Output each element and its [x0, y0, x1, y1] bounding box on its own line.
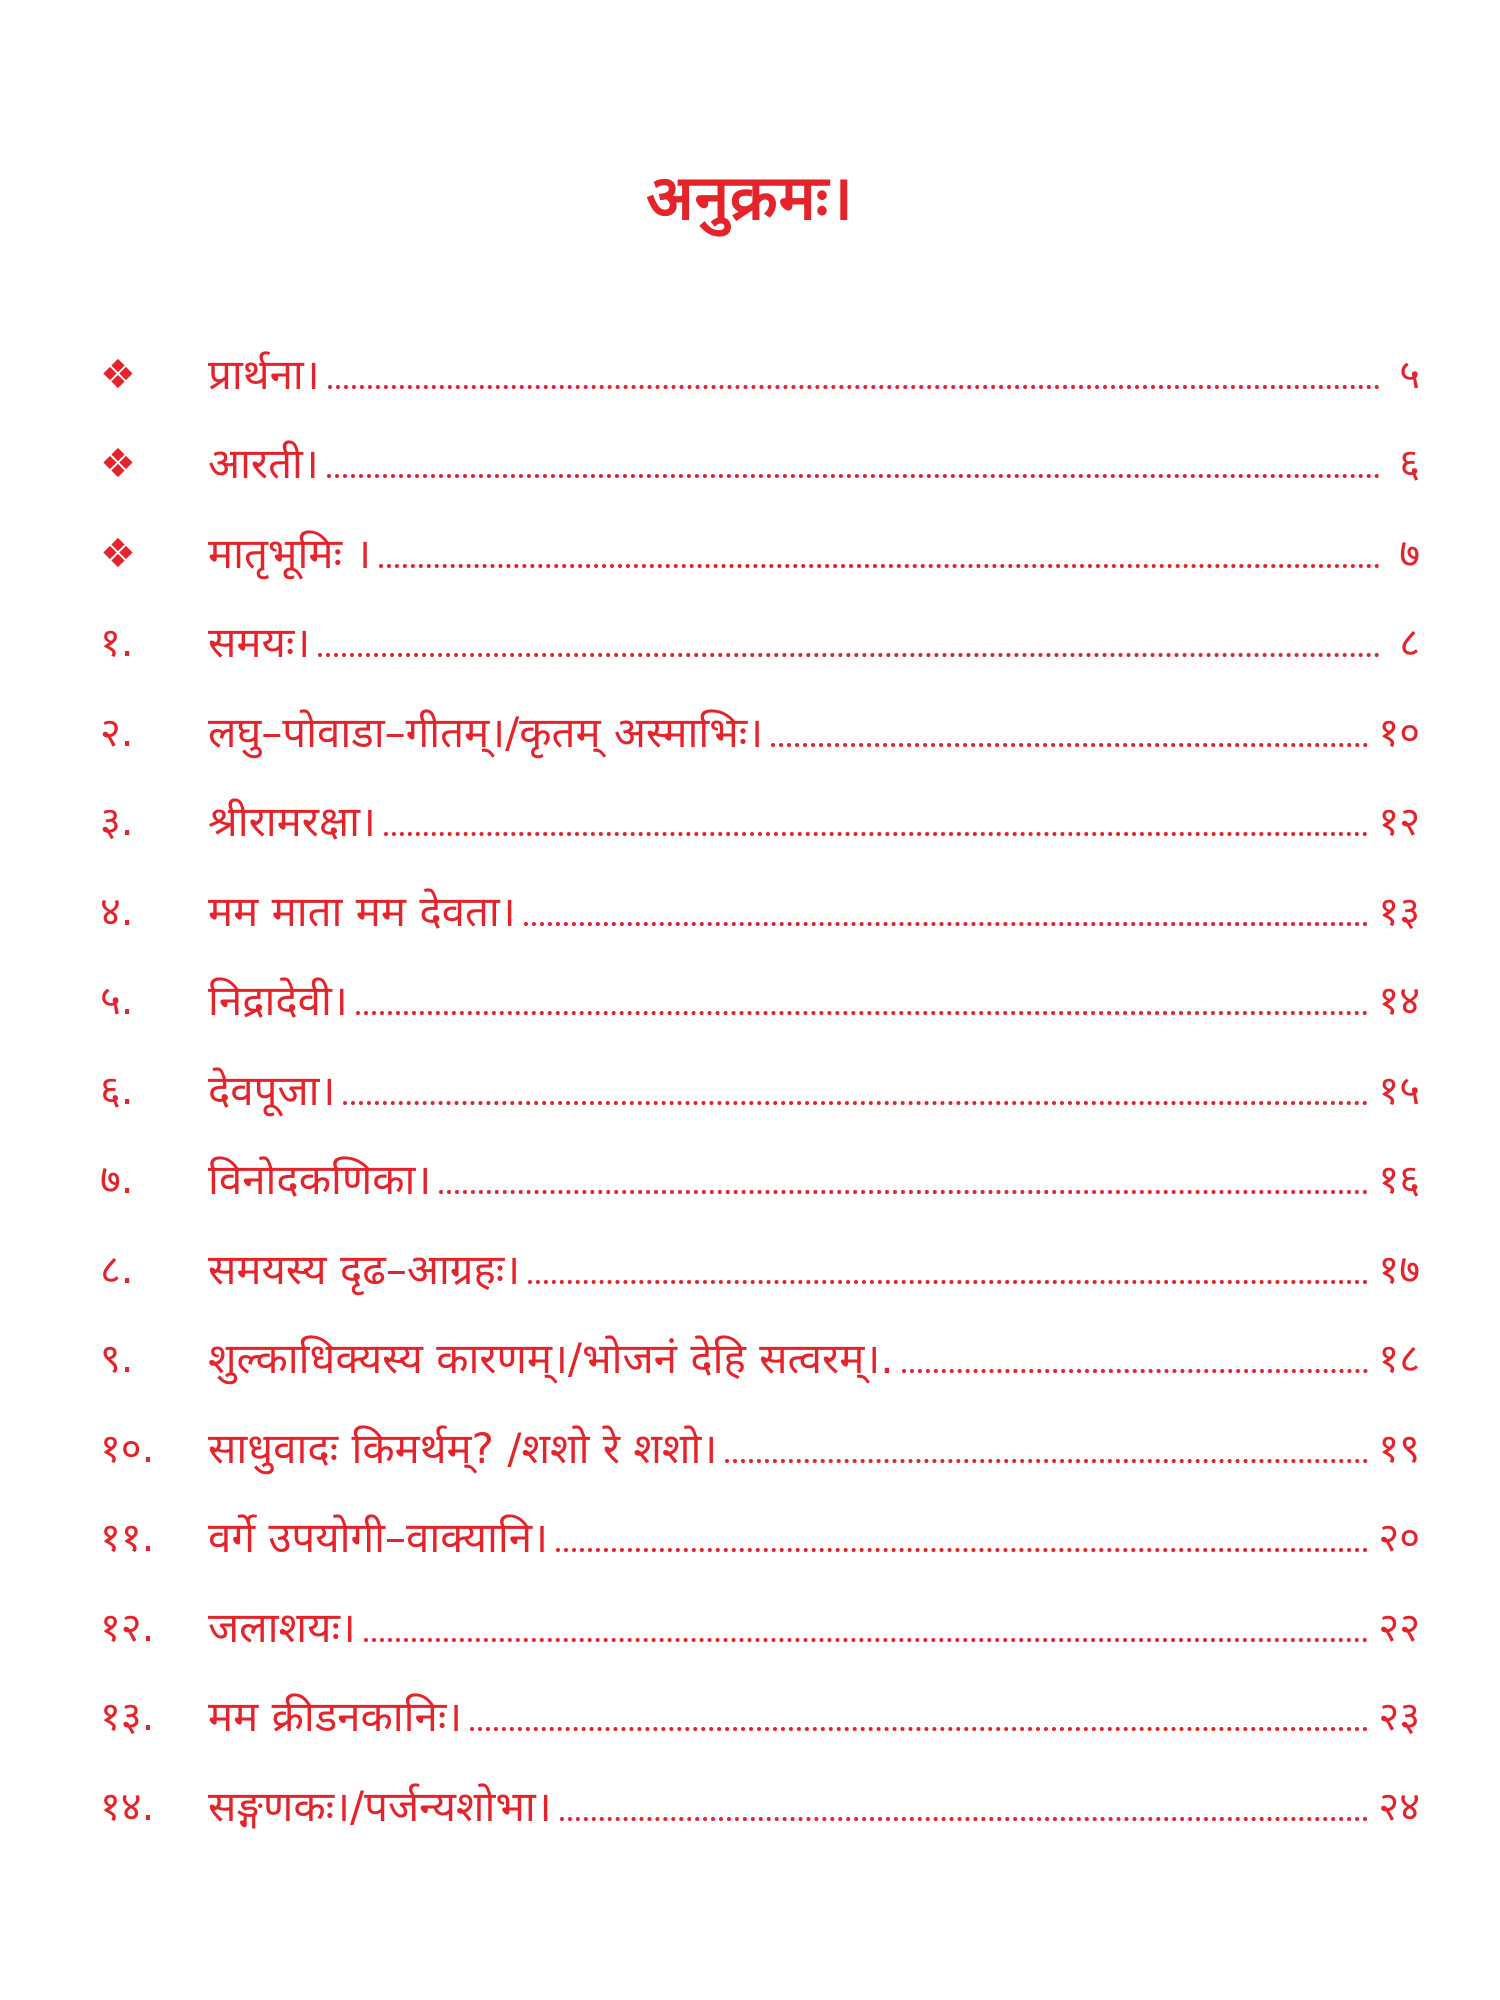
- entry-number: १४.: [100, 1783, 155, 1830]
- dot-leader: [470, 1727, 1368, 1731]
- entry-number: ४.: [100, 888, 134, 935]
- entry-title: सङ्गणकः।/पर्जन्यशोभा।: [208, 1781, 552, 1831]
- dot-leader: [328, 385, 1380, 389]
- toc-entry: [100, 1583, 1420, 1673]
- entry-page-number: २३: [1378, 1694, 1420, 1741]
- entry-number: ३.: [100, 799, 134, 846]
- entry-title: साधुवादः किमर्थम्? /शशो रे शशो।: [208, 1423, 718, 1473]
- entry-title: शुल्काधिक्यस्य कारणम्।/भोजनं देहि सत्वरम्।.: [208, 1334, 894, 1384]
- entry-title: देवपूजा।: [208, 1065, 336, 1115]
- entry-page-number: २२: [1378, 1604, 1420, 1651]
- entry-page-number: ८: [1399, 620, 1420, 667]
- entry-page-number: २०: [1378, 1515, 1420, 1562]
- entry-page-number: १८: [1378, 1336, 1420, 1383]
- entry-page-number: ५: [1399, 351, 1420, 398]
- toc-entry: [100, 957, 1420, 1047]
- entry-title: समयः।: [208, 618, 311, 668]
- entry-page-number: १६: [1378, 1157, 1420, 1204]
- bullet-icon: ❖: [100, 441, 136, 488]
- entry-number: १३.: [100, 1694, 155, 1741]
- dot-leader: [318, 653, 1380, 657]
- dot-leader: [356, 1011, 1369, 1015]
- entry-title: आरती।: [208, 439, 319, 489]
- toc-entry: [100, 1315, 1420, 1405]
- entry-page-number: १२: [1378, 799, 1420, 846]
- entry-number: ५.: [100, 978, 134, 1025]
- entry-page-number: १९: [1378, 1425, 1420, 1472]
- toc-entry: [100, 1673, 1420, 1763]
- entry-page-number: १७: [1378, 1246, 1420, 1293]
- toc-entry: [100, 867, 1420, 957]
- entry-title: प्रार्थना।: [208, 349, 320, 399]
- entry-title: वर्गे उपयोगी–वाक्यानि।: [208, 1513, 549, 1563]
- entry-page-number: १४: [1378, 978, 1420, 1025]
- entry-title: मम माता मम देवता।: [208, 886, 516, 936]
- dot-leader: [524, 922, 1369, 926]
- entry-title: श्रीरामरक्षा।: [208, 797, 376, 847]
- toc-entry: [100, 688, 1420, 778]
- table-of-contents: [100, 330, 1420, 1852]
- entry-number: ६.: [100, 1067, 134, 1114]
- entry-number: ११.: [100, 1515, 155, 1562]
- entry-number: १०.: [100, 1425, 155, 1472]
- entry-page-number: २४: [1378, 1783, 1420, 1830]
- entry-title: जलाशयः।: [208, 1602, 356, 1652]
- entry-number: १.: [100, 620, 134, 667]
- entry-title: लघु–पोवाडा–गीतम्।/कृतम् अस्माभिः।: [208, 707, 764, 757]
- entry-title: मम क्रीडनकानिः।: [208, 1692, 463, 1742]
- bullet-icon: ❖: [100, 530, 136, 577]
- entry-number: ७.: [100, 1157, 134, 1204]
- dot-leader: [327, 474, 1380, 478]
- dot-leader: [439, 1190, 1368, 1194]
- entry-number: ९.: [100, 1336, 134, 1383]
- toc-entry: [100, 599, 1420, 689]
- dot-leader: [771, 743, 1368, 747]
- bullet-icon: ❖: [100, 351, 136, 398]
- toc-entry: [100, 509, 1420, 599]
- entry-title: विनोदकणिका।: [208, 1155, 432, 1205]
- toc-entry: [100, 420, 1420, 510]
- entry-page-number: १०: [1378, 709, 1420, 756]
- toc-entry: [100, 1762, 1420, 1852]
- entry-title: समयस्य दृढ–आग्रहः।: [208, 1244, 521, 1294]
- toc-entry: [100, 1225, 1420, 1315]
- toc-entry: [100, 778, 1420, 868]
- entry-page-number: ६: [1399, 441, 1420, 488]
- entry-page-number: १५: [1378, 1067, 1420, 1114]
- dot-leader: [379, 564, 1380, 568]
- toc-entry: [100, 1136, 1420, 1226]
- entry-page-number: ७: [1399, 530, 1420, 577]
- dot-leader: [384, 832, 1369, 836]
- dot-leader: [343, 1101, 1368, 1105]
- entry-number: २.: [100, 709, 134, 756]
- dot-leader: [560, 1817, 1369, 1821]
- toc-entry: [100, 1494, 1420, 1584]
- entry-title: निद्रादेवी।: [208, 976, 348, 1026]
- dot-leader: [902, 1369, 1369, 1373]
- toc-entry: [100, 1404, 1420, 1494]
- entry-page-number: १३: [1378, 888, 1420, 935]
- dot-leader: [556, 1548, 1368, 1552]
- toc-entry: [100, 1046, 1420, 1136]
- dot-leader: [725, 1459, 1368, 1463]
- entry-number: ८.: [100, 1246, 134, 1293]
- entry-title: मातृभूमिः ।: [208, 528, 372, 578]
- dot-leader: [364, 1638, 1369, 1642]
- dot-leader: [528, 1280, 1368, 1284]
- page-title: अनुक्रमः।: [646, 161, 854, 234]
- toc-entry: [100, 330, 1420, 420]
- entry-number: १२.: [100, 1604, 155, 1651]
